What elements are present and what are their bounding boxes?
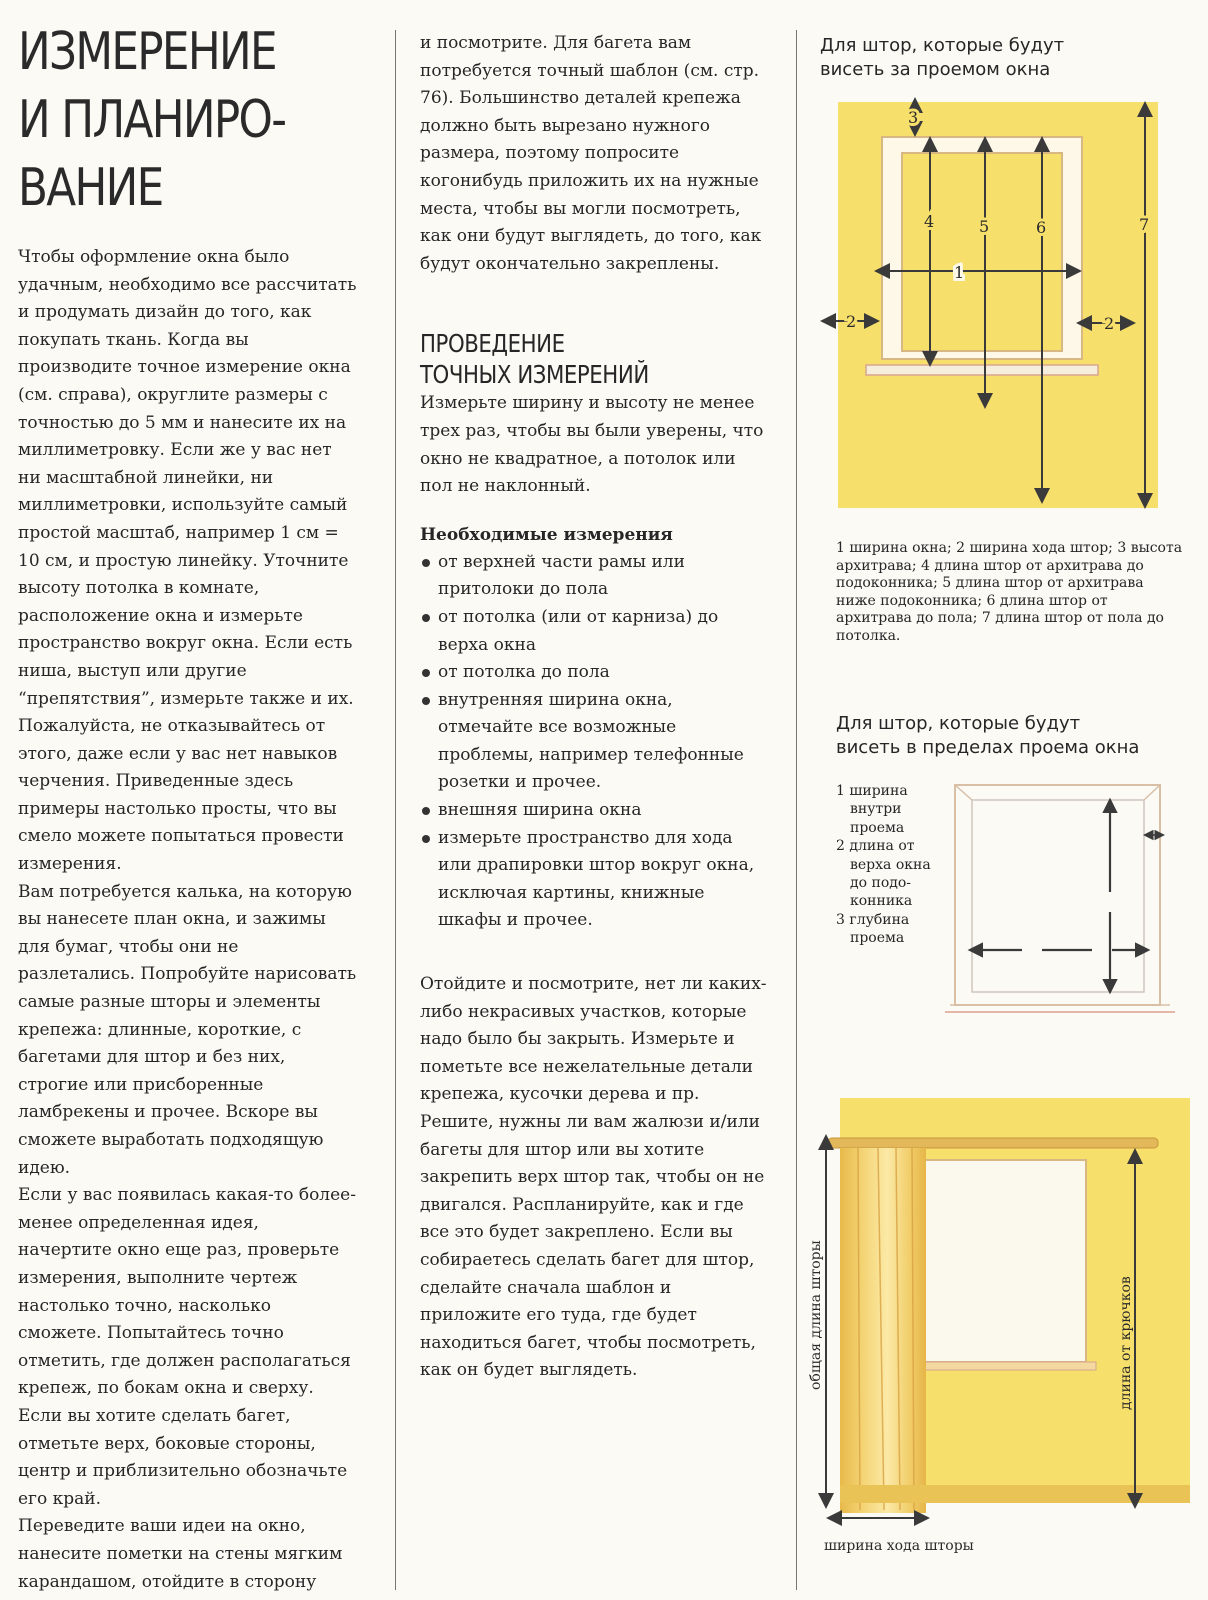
fig2-diagram	[940, 780, 1180, 1020]
legend-line: проема	[850, 819, 905, 836]
fig3-window	[920, 1160, 1086, 1362]
fig1-label-6: 6	[1036, 218, 1047, 237]
column-1	[18, 0, 358, 1596]
fig1-label-3: 3	[908, 108, 919, 127]
fig2-title-line-2: висеть в пределах проема окна	[836, 737, 1140, 758]
fig3-skirting	[840, 1485, 1190, 1503]
fig1-title-line-1: Для штор, которые будут	[820, 35, 1065, 56]
closing-paragraph: Отойдите и посмотрите, нет ли каких-либо некрасивых участков, которые надо было бы закрыть. Измерьте и пометьте все нежелательные детали крепежа, кусочки дерева и пр. Решите, нужны ли вам жалюзи и/или багеты для штор или вы хотите закрепить верх штор так, чтобы он не двигался. Распланируйте, как и где все это будет закреплено. Если вы собираетесь сделать багет для штор, сделайте сначала шаблон и приложите его туда, где будет находиться багет, чтобы посмотреть, как он будет выглядеть.	[420, 974, 767, 1381]
title-line-1: ИЗМЕРЕНИЕ	[18, 22, 276, 82]
fig3-diagram	[800, 1090, 1200, 1560]
fig2-inner-frame	[972, 800, 1144, 992]
fig2-title	[836, 712, 1196, 760]
fig1-label-2b: 2	[1104, 314, 1115, 333]
legend-line: внутри	[850, 801, 902, 818]
legend-line: 1 ширина	[836, 783, 908, 799]
column2-intro: и посмотрите. Для багета вам потребуется точный шаблон (см. стр. 76). Большинство деталей крепежа должно быть вырезано нужного размера, поэтому попросите когонибудь приложить их на нужные места, чтобы вы могли посмотреть, как они будут выглядеть, до того, как будут окончательно закреплены.	[420, 33, 762, 274]
list-item: внутренняя ширина окна, отмечайте все возможные проблемы, например телефонные розетки и прочее.	[420, 687, 770, 797]
fig3-curtain-pole	[828, 1138, 1158, 1148]
measure-text: Измерьте ширину и высоту не менее трех раз, чтобы вы были уверены, что окно не квадратное, а потолок или пол не наклонный.	[420, 393, 764, 497]
page-title	[18, 18, 389, 222]
list-item: от потолка до пола	[420, 659, 770, 687]
fig3-sill	[912, 1362, 1096, 1370]
fig1-diagram	[820, 95, 1190, 525]
legend-line: 2 длина от	[836, 838, 915, 855]
section-subtitle	[420, 328, 770, 390]
paragraph-3: Если у вас появилась какая-то более-менее определенная идея, начертите окно еще раз, проверьте измерения, выполните чертеж настолько точно, насколько сможете. Попытайтесь точно отметить, где должен располагаться крепеж, по бокам окна и сверху. Если вы хотите сделать багет, отметьте верх, боковые стороны, центр и приблизительно обозначьте его край.	[18, 1185, 356, 1509]
fig1-label-4: 4	[924, 212, 935, 231]
list-item: внешняя ширина окна	[420, 797, 770, 825]
title-line-2: И ПЛАНИРО-	[18, 90, 286, 150]
fig2-outer-frame	[955, 785, 1160, 1005]
list-title: Необходимые измерения	[420, 524, 673, 545]
fig3-right-label: длина от крючков	[1118, 1276, 1134, 1410]
fig1-caption: 1 ширина окна; 2 ширина хода штор; 3 высота архитрава; 4 длина штор от архитрава до подоконника; 5 длина штор от архитрава ниже подоконника; 6 длина штор от архитрава до пола; 7 длина штор от пола до потолка.	[836, 540, 1183, 644]
fig2-title-line-1: Для штор, которые будут	[836, 713, 1081, 734]
column-3	[820, 0, 1190, 82]
title-line-3: ВАНИЕ	[18, 158, 163, 218]
list-item: от потолка (или от карниза) до верха окна	[420, 604, 770, 659]
fig1-label-5: 5	[979, 217, 990, 236]
fig3-bottom-label: ширина хода шторы	[824, 1538, 974, 1554]
legend-line: верха окна	[850, 856, 931, 873]
fig1-label-1: 1	[954, 263, 965, 282]
list-item: от верхней части рамы или притолоки до пола	[420, 549, 770, 604]
fig3-left-label: общая длина шторы	[808, 1240, 824, 1390]
legend-line: проема	[850, 930, 905, 947]
paragraph-4: Переведите ваши идеи на окно, нанесите пометки на стены мягким карандашом, отойдите в сторону	[18, 1516, 343, 1592]
column-2	[420, 0, 770, 1385]
fig1-sill	[866, 365, 1098, 375]
fig1-window	[902, 153, 1062, 351]
fig1-title	[820, 34, 1190, 82]
fig1-title-line-2: висеть за проемом окна	[820, 59, 1051, 80]
fig2-legend	[836, 782, 946, 948]
fig1-label-2a: 2	[846, 312, 857, 331]
legend-line: 3 глубина	[836, 911, 910, 928]
legend-line: конника	[850, 893, 913, 910]
measure-list	[420, 549, 770, 935]
subtitle-line-2: ТОЧНЫХ ИЗМЕРЕНИЙ	[420, 360, 649, 390]
list-item: измерьте пространство для хода или драпировки штор вокруг окна, исключая картины, книжные шкафы и прочее.	[420, 825, 770, 935]
paragraph-2: Вам потребуется калька, на которую вы нанесете план окна, и зажимы для бумаг, чтобы они не разлетались. Попробуйте нарисовать самые разные шторы и элементы крепежа: длинные, короткие, с багетами для штор и без них, строгие или присборенные ламбрекены и прочее. Вскоре вы сможете выработать подходящую идею.	[18, 881, 357, 1178]
paragraph-1: Чтобы оформление окна было удачным, необходимо все рассчитать и продумать дизайн до того, как покупать ткань. Когда вы производите точное измерение окна (см. справа), округлите размеры с точностью до 5 мм и нанесите их на миллиметровку. Если же у вас нет ни масштабной линейки, ни миллиметровки, используйте самый простой масштаб, например 1 см = 10 см, и простую линейку. Уточните высоту потолка в комнате, расположение окна и измерьте пространство вокруг окна. Если есть ниша, выступ или другие “препятствия”, измерьте также и их. Пожалуйста, не отказывайтесь от этого, даже если у вас нет навыков черчения. Приведенные здесь примеры настолько просты, что вы смело можете попытаться провести измерения.	[18, 247, 357, 875]
legend-line: до подо-	[850, 875, 912, 892]
subtitle-line-1: ПРОВЕДЕНИЕ	[420, 329, 565, 359]
fig1-label-7: 7	[1139, 215, 1150, 234]
